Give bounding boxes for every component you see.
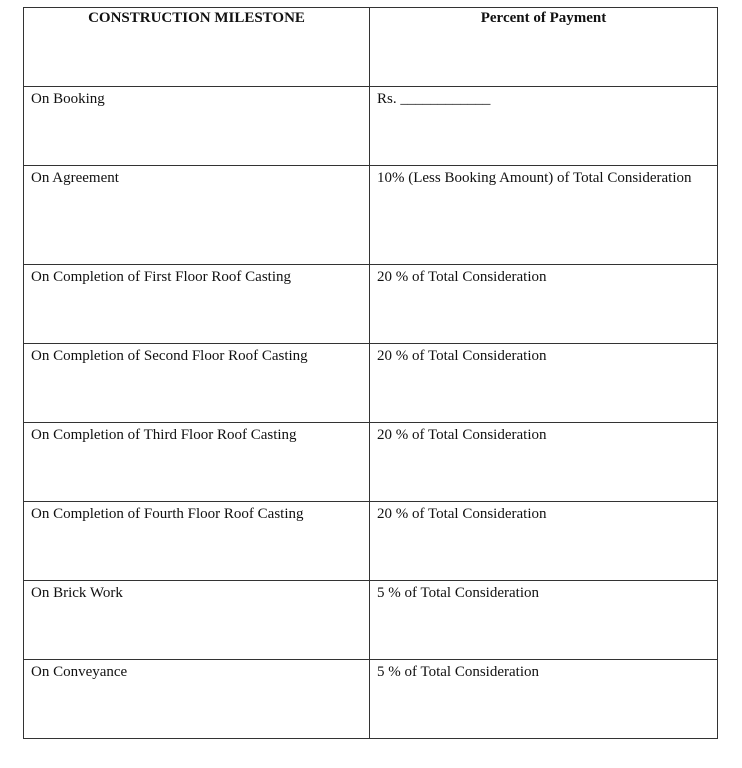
table-row bbox=[24, 166, 718, 265]
milestone-text: On Completion of Fourth Floor Roof Casting bbox=[31, 506, 304, 522]
table-row bbox=[24, 660, 718, 739]
header-milestone-label: CONSTRUCTION MILESTONE bbox=[88, 10, 305, 26]
header-payment-label: Percent of Payment bbox=[480, 10, 607, 26]
payment-cell bbox=[370, 87, 718, 166]
payment-cell bbox=[370, 502, 718, 581]
milestone-cell bbox=[24, 660, 370, 739]
payment-text: 20 % of Total Consideration bbox=[377, 427, 547, 443]
payment-text: 10% (Less Booking Amount) of Total Consideration bbox=[377, 170, 692, 186]
header-percent-of-payment bbox=[370, 8, 718, 87]
payment-text: 20 % of Total Consideration bbox=[377, 506, 547, 522]
milestone-text: On Conveyance bbox=[31, 664, 128, 680]
payment-cell bbox=[370, 265, 718, 344]
table-header-row bbox=[24, 8, 718, 87]
table-row bbox=[24, 581, 718, 660]
milestone-text: On Completion of First Floor Roof Casting bbox=[31, 269, 292, 285]
milestone-cell bbox=[24, 502, 370, 581]
payment-cell bbox=[370, 166, 718, 265]
table-row bbox=[24, 502, 718, 581]
payment-schedule-table bbox=[23, 7, 718, 739]
table-row bbox=[24, 265, 718, 344]
payment-cell bbox=[370, 423, 718, 502]
milestone-text: On Completion of Second Floor Roof Casting bbox=[31, 348, 308, 364]
milestone-cell bbox=[24, 344, 370, 423]
payment-cell bbox=[370, 581, 718, 660]
milestone-cell bbox=[24, 265, 370, 344]
payment-text: 5 % of Total Consideration bbox=[377, 585, 539, 601]
table-row bbox=[24, 344, 718, 423]
milestone-cell bbox=[24, 581, 370, 660]
table-row bbox=[24, 423, 718, 502]
payment-cell bbox=[370, 660, 718, 739]
payment-cell bbox=[370, 344, 718, 423]
payment-text: 20 % of Total Consideration bbox=[377, 348, 547, 364]
milestone-cell bbox=[24, 166, 370, 265]
milestone-text: On Booking bbox=[31, 91, 105, 107]
milestone-text: On Completion of Third Floor Roof Casting bbox=[31, 427, 297, 443]
milestone-text: On Brick Work bbox=[31, 585, 123, 601]
milestone-text: On Agreement bbox=[31, 170, 119, 186]
header-construction-milestone bbox=[24, 8, 370, 87]
milestone-cell bbox=[24, 423, 370, 502]
payment-text: 5 % of Total Consideration bbox=[377, 664, 539, 680]
payment-text: Rs. ____________ bbox=[377, 91, 491, 107]
table-row bbox=[24, 87, 718, 166]
payment-text: 20 % of Total Consideration bbox=[377, 269, 547, 285]
milestone-cell bbox=[24, 87, 370, 166]
